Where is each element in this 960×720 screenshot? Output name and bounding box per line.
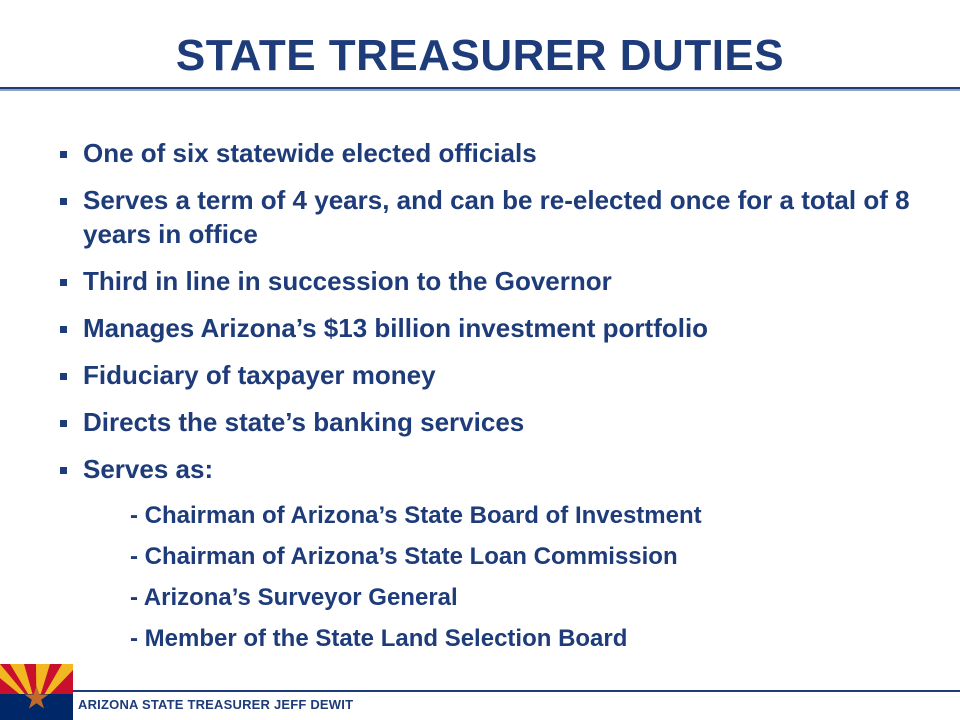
sub-item: - Chairman of Arizona’s State Board of Investment [130, 502, 702, 529]
bullet-item [58, 136, 918, 170]
bullet-list [58, 136, 918, 499]
bullet-text: Serves as: [83, 454, 214, 484]
square-bullet-icon [60, 198, 67, 205]
footer-divider [0, 690, 960, 692]
arizona-flag-icon [0, 664, 73, 720]
bullet-text: Directs the state’s banking services [83, 407, 525, 437]
sub-item-list [130, 500, 910, 664]
bullet-item [58, 311, 918, 345]
title-divider [0, 87, 960, 91]
bullet-text: Manages Arizona’s $13 billion investment portfolio [83, 313, 709, 343]
slide-title: STATE TREASURER DUTIES [175, 31, 785, 80]
bullet-text: Serves a term of 4 years, and can be re-elected once for a total of 8 years in office [83, 185, 910, 249]
bullet-item [58, 183, 918, 251]
bullet-item [58, 405, 918, 439]
square-bullet-icon [60, 420, 67, 427]
bullet-text: Third in line in succession to the Governor [83, 266, 612, 296]
bullet-item [58, 358, 918, 392]
bullet-text: Fiduciary of taxpayer money [83, 360, 436, 390]
square-bullet-icon [60, 467, 67, 474]
sub-item: - Member of the State Land Selection Board [130, 625, 628, 652]
footer-text: ARIZONA STATE TREASURER JEFF DEWIT [78, 697, 354, 712]
sub-item: - Arizona’s Surveyor General [130, 584, 458, 611]
square-bullet-icon [60, 373, 67, 380]
square-bullet-icon [60, 279, 67, 286]
square-bullet-icon [60, 326, 67, 333]
square-bullet-icon [60, 151, 67, 158]
bullet-item [58, 452, 918, 486]
sub-item: - Chairman of Arizona’s State Loan Commission [130, 543, 678, 570]
bullet-text: One of six statewide elected officials [83, 138, 537, 168]
bullet-item [58, 264, 918, 298]
